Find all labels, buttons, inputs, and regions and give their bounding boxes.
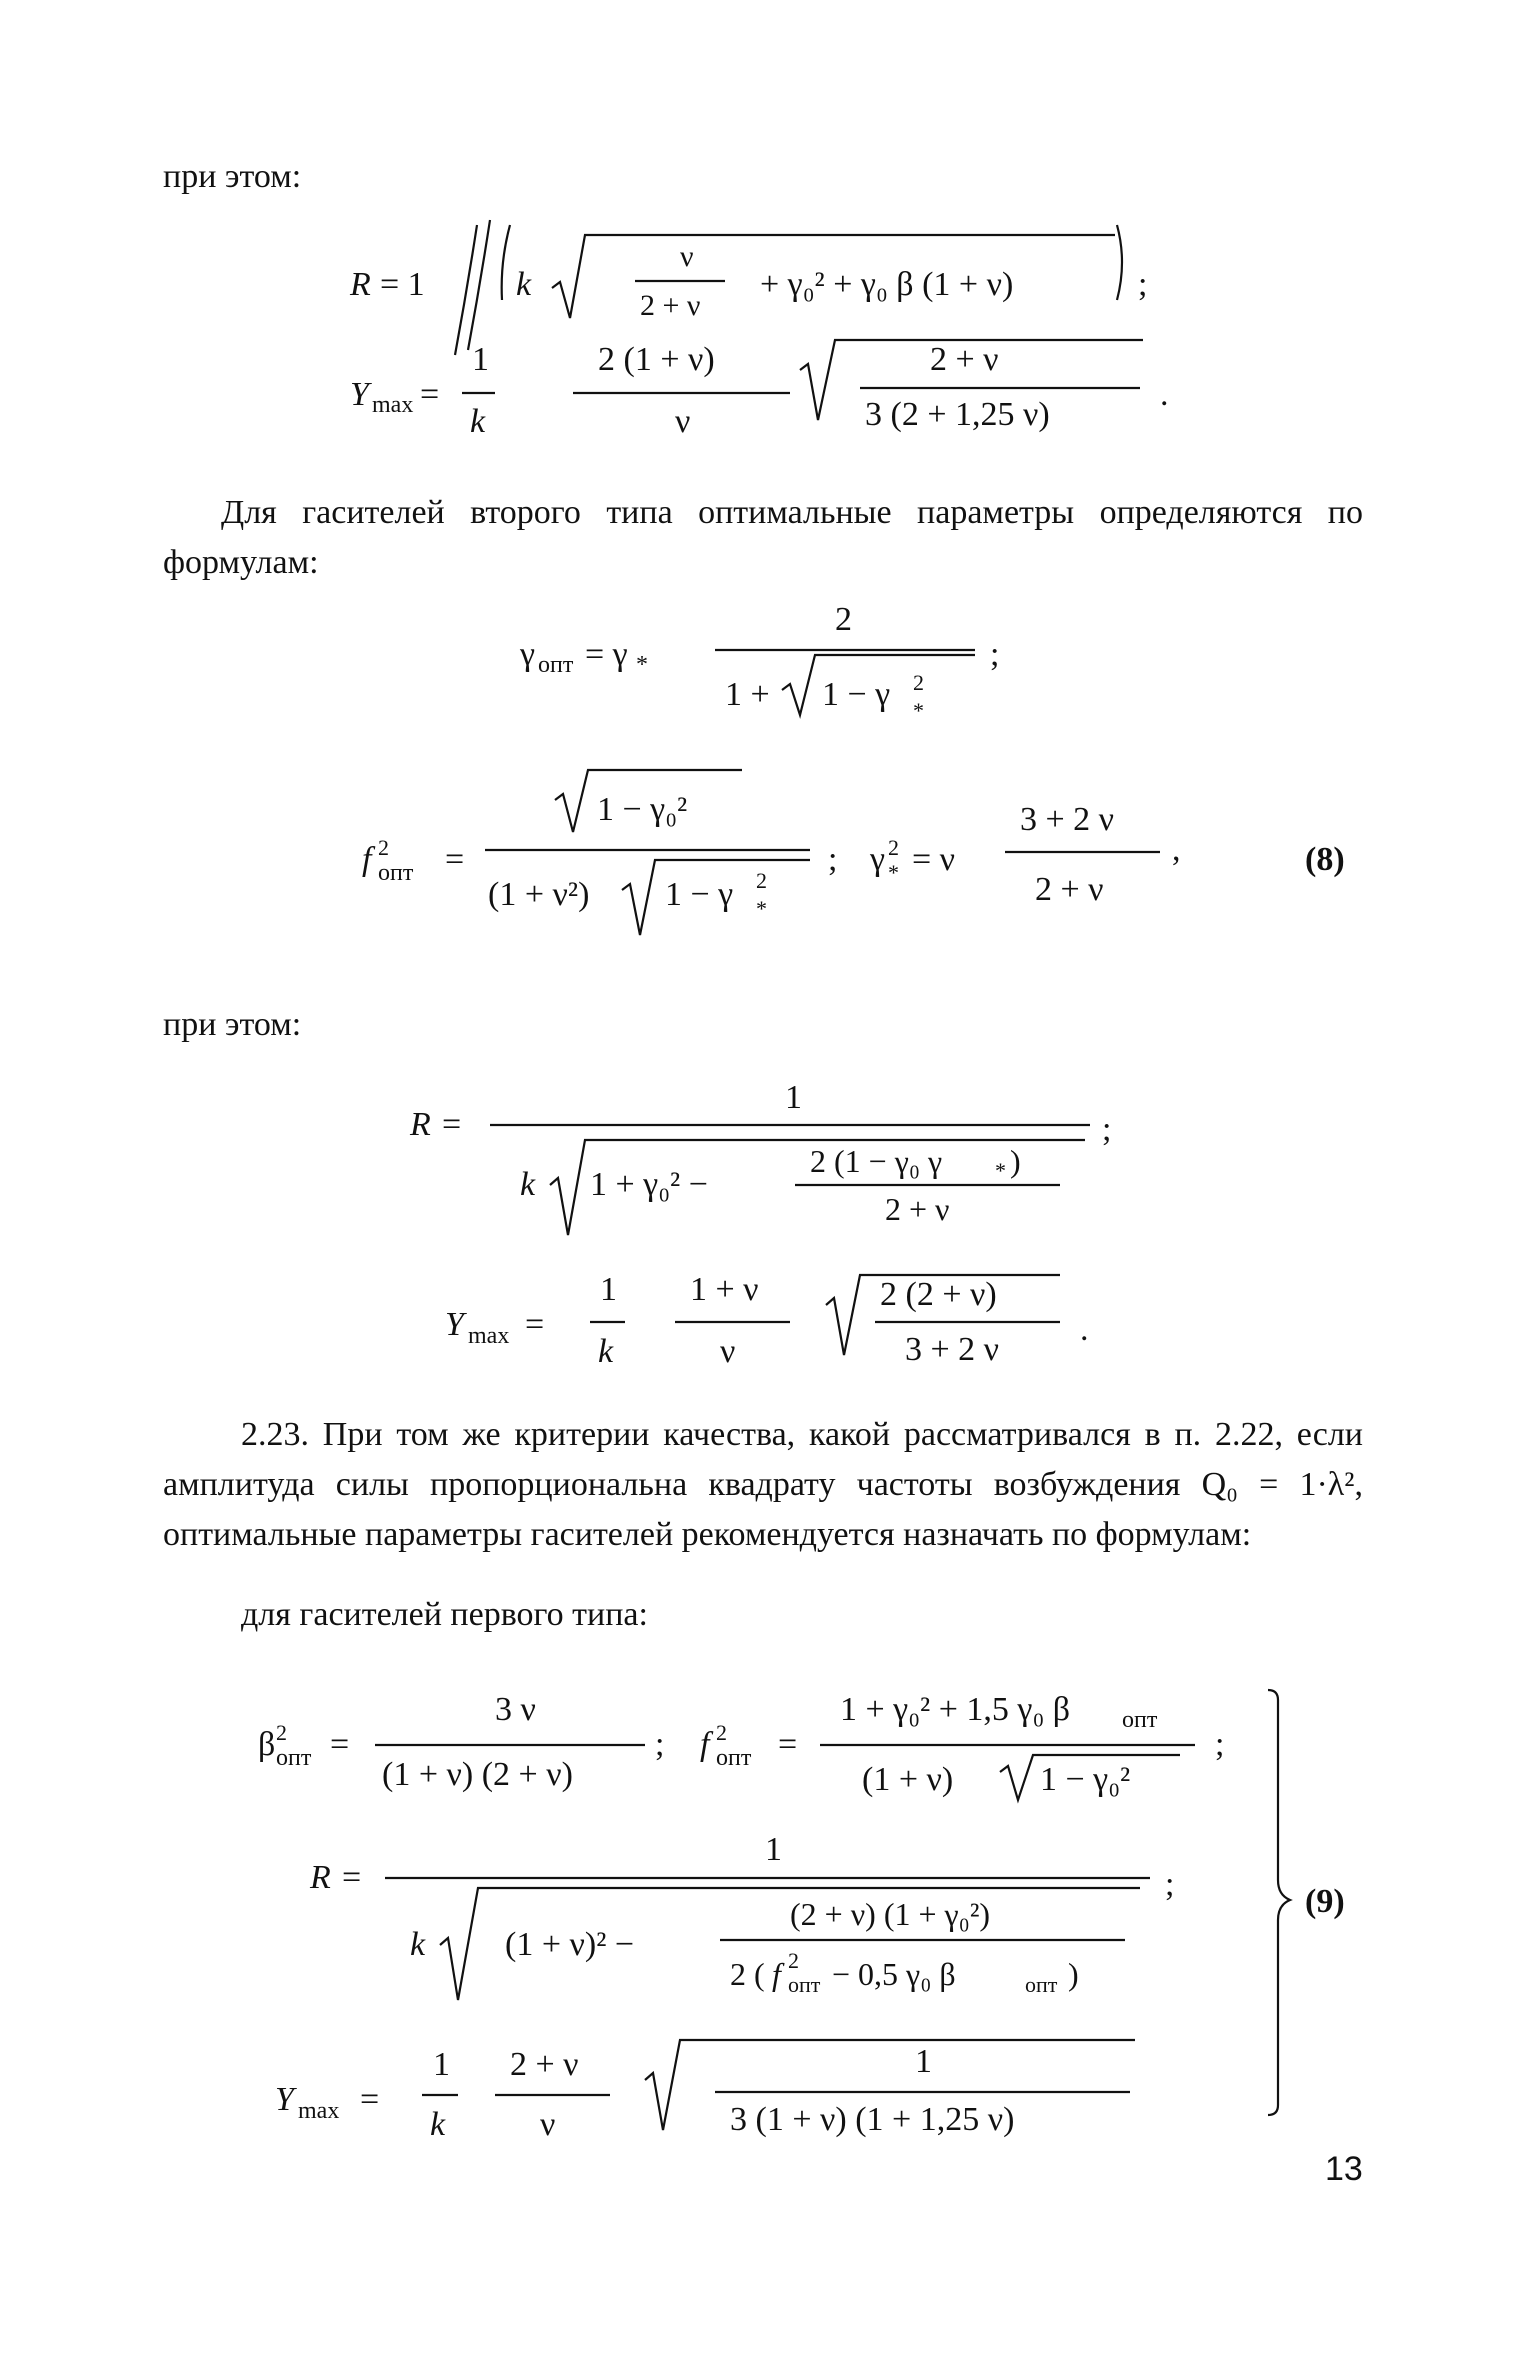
svg-text:1 − γ₀²: 1 − γ₀² — [1040, 1761, 1131, 1798]
svg-text:1: 1 — [915, 2043, 932, 2080]
svg-text:1: 1 — [785, 1079, 802, 1116]
svg-text:1 − γ: 1 − γ — [665, 876, 734, 913]
svg-text:2 (: 2 ( — [730, 1956, 765, 1992]
svg-text:f: f — [362, 841, 372, 878]
svg-text:*: * — [888, 860, 899, 885]
svg-text:1: 1 — [433, 2046, 450, 2083]
svg-text:опт: опт — [1025, 1972, 1058, 1997]
svg-text:k: k — [516, 266, 532, 303]
svg-text:γ: γ — [520, 636, 536, 673]
svg-text:max: max — [372, 392, 414, 418]
svg-text:1 + γ₀² + 1,5 γ₀ β: 1 + γ₀² + 1,5 γ₀ β — [840, 1691, 1071, 1728]
svg-text:2 + ν: 2 + ν — [1035, 871, 1104, 908]
svg-text:(1 + ν²): (1 + ν²) — [488, 876, 590, 913]
svg-text:опт: опт — [1122, 1707, 1158, 1733]
svg-text:;: ; — [1102, 1111, 1112, 1148]
svg-text:3 + 2 ν: 3 + 2 ν — [1020, 801, 1115, 838]
svg-text:3 + 2 ν: 3 + 2 ν — [905, 1331, 1000, 1368]
formula-Ymax-third — [275, 2040, 1135, 2143]
svg-text:k: k — [470, 403, 486, 440]
svg-text:(2 + ν) (1 + γ₀²): (2 + ν) (1 + γ₀²) — [790, 1896, 991, 1932]
svg-text:2: 2 — [276, 1720, 287, 1745]
first-type-label: для гасителей первого типа: — [241, 1596, 648, 1633]
svg-text:(1 + ν)² −: (1 + ν)² − — [505, 1926, 635, 1963]
svg-text:;: ; — [1215, 1726, 1225, 1763]
svg-text:2 + ν: 2 + ν — [640, 289, 701, 322]
svg-text:*: * — [756, 896, 767, 921]
svg-text:R: R — [410, 1106, 431, 1143]
svg-text:1 +: 1 + — [725, 676, 770, 713]
svg-text:2 + ν: 2 + ν — [510, 2046, 579, 2083]
svg-text:опт: опт — [378, 860, 414, 886]
svg-text:1: 1 — [600, 1271, 617, 1308]
svg-text:2 (2 + ν): 2 (2 + ν) — [880, 1276, 997, 1313]
svg-text:2: 2 — [835, 601, 852, 638]
pri-etom-label-1: при этом: — [163, 158, 302, 195]
equation-number-8: (8) — [1305, 841, 1345, 878]
svg-text:;: ; — [1138, 266, 1148, 303]
svg-text:ν: ν — [680, 240, 694, 273]
svg-text:= γ: = γ — [585, 636, 628, 673]
svg-text:− 0,5 γ₀ β: − 0,5 γ₀ β — [832, 1956, 956, 1992]
svg-text:β: β — [258, 1726, 276, 1763]
brace-eq-9 — [1268, 1690, 1290, 2115]
formula-gamma-opt — [519, 601, 999, 723]
svg-text:ν: ν — [540, 2106, 556, 2143]
svg-text:2: 2 — [378, 835, 389, 860]
svg-text:*: * — [636, 652, 648, 678]
svg-text:=: = — [330, 1726, 350, 1763]
svg-text:3 ν: 3 ν — [495, 1691, 536, 1728]
svg-text:1 − γ: 1 − γ — [822, 676, 891, 713]
svg-text:= 1: = 1 — [380, 266, 425, 303]
formula-R-second — [409, 1079, 1111, 1235]
svg-text:;: ; — [1165, 1866, 1175, 1903]
svg-text:1 − γ₀²: 1 − γ₀² — [597, 791, 688, 828]
svg-text:.: . — [1080, 1311, 1089, 1348]
svg-text:1 + ν: 1 + ν — [690, 1271, 759, 1308]
svg-text:=: = — [420, 376, 440, 413]
svg-text:=: = — [778, 1726, 798, 1763]
formula-beta2-opt — [258, 1691, 1224, 1800]
formula-R-first — [349, 220, 1147, 355]
svg-text:2: 2 — [756, 868, 767, 893]
svg-text:=: = — [342, 1859, 362, 1896]
svg-text:3 (1 + ν) (1 + 1,25 ν): 3 (1 + ν) (1 + 1,25 ν) — [730, 2101, 1015, 2138]
svg-text:*: * — [913, 698, 924, 723]
svg-text:(1 + ν): (1 + ν) — [862, 1761, 954, 1798]
svg-text:(1 + ν) (2 + ν): (1 + ν) (2 + ν) — [382, 1756, 573, 1793]
svg-text:1: 1 — [765, 1831, 782, 1868]
svg-text:опт: опт — [276, 1745, 312, 1771]
svg-text:ν: ν — [720, 1333, 736, 1370]
svg-text:2: 2 — [788, 1948, 799, 1973]
svg-text:опт: опт — [788, 1972, 821, 1997]
svg-text:k: k — [430, 2106, 446, 2143]
svg-text:.: . — [1160, 376, 1169, 413]
formula-Ymax-second — [445, 1271, 1089, 1370]
svg-text:2: 2 — [888, 835, 899, 860]
svg-text:f: f — [700, 1726, 710, 1763]
svg-text:опт: опт — [538, 652, 574, 678]
svg-text:Y: Y — [445, 1306, 464, 1343]
svg-text:k: k — [410, 1926, 426, 1963]
svg-text:=: = — [360, 2081, 380, 2118]
svg-text:;: ; — [990, 636, 1000, 673]
svg-text:,: , — [1172, 831, 1181, 868]
svg-text:f: f — [772, 1956, 781, 1992]
svg-text:): ) — [1068, 1956, 1079, 1992]
svg-text:max: max — [298, 2098, 340, 2124]
formula-R-third — [309, 1831, 1174, 2000]
svg-text:;: ; — [655, 1726, 665, 1763]
svg-text:=: = — [525, 1306, 545, 1343]
formula-Ymax-first — [350, 340, 1169, 440]
svg-text:+ γ₀² + γ₀ β (1 + ν): + γ₀² + γ₀ β (1 + ν) — [760, 266, 1014, 303]
page-number: 13 — [1325, 2150, 1363, 2188]
paragraph-second-type: Для гасителей второго типа оптимальные параметры определяются по формулам: — [163, 494, 1363, 581]
svg-text:3 (2 + 1,25 ν): 3 (2 + 1,25 ν) — [865, 396, 1050, 433]
svg-text:R: R — [310, 1859, 331, 1896]
svg-text:;: ; — [828, 841, 838, 878]
svg-text:= ν: = ν — [912, 841, 956, 878]
svg-text:k: k — [598, 1333, 614, 1370]
svg-text:2 (1 + ν): 2 (1 + ν) — [598, 341, 715, 378]
svg-text:2 (1 − γ₀ γ: 2 (1 − γ₀ γ — [810, 1143, 943, 1179]
svg-text:R: R — [350, 266, 371, 303]
svg-text:=: = — [442, 1106, 462, 1143]
formula-f2-opt-second — [362, 770, 1181, 935]
svg-text:1 + γ₀² −: 1 + γ₀² − — [590, 1166, 708, 1203]
svg-text:=: = — [445, 841, 465, 878]
svg-text:γ: γ — [870, 841, 886, 878]
svg-text:max: max — [468, 1323, 510, 1349]
svg-text:Y: Y — [275, 2081, 294, 2118]
equation-number-9: (9) — [1305, 1883, 1345, 1920]
svg-text:): ) — [1010, 1143, 1021, 1179]
svg-text:k: k — [520, 1166, 536, 1203]
svg-text:опт: опт — [716, 1745, 752, 1771]
paragraph-2-23: 2.23. При том же критерии качества, какой рассматривался в п. 2.22, если амплитуда силы пропорциональна квадрату частоты возбуждения Q₀ = 1·λ², оптимальные параметры гасителей рекомендуется назначать по формулам: — [163, 1416, 1363, 1553]
svg-text:2 + ν: 2 + ν — [885, 1191, 950, 1227]
pri-etom-label-2: при этом: — [163, 1006, 302, 1043]
svg-text:2: 2 — [716, 1720, 727, 1745]
svg-text:Y: Y — [350, 376, 369, 413]
svg-text:ν: ν — [675, 403, 691, 440]
svg-text:2: 2 — [913, 670, 924, 695]
svg-text:*: * — [995, 1158, 1006, 1183]
svg-text:1: 1 — [472, 341, 489, 378]
svg-text:2 + ν: 2 + ν — [930, 341, 999, 378]
